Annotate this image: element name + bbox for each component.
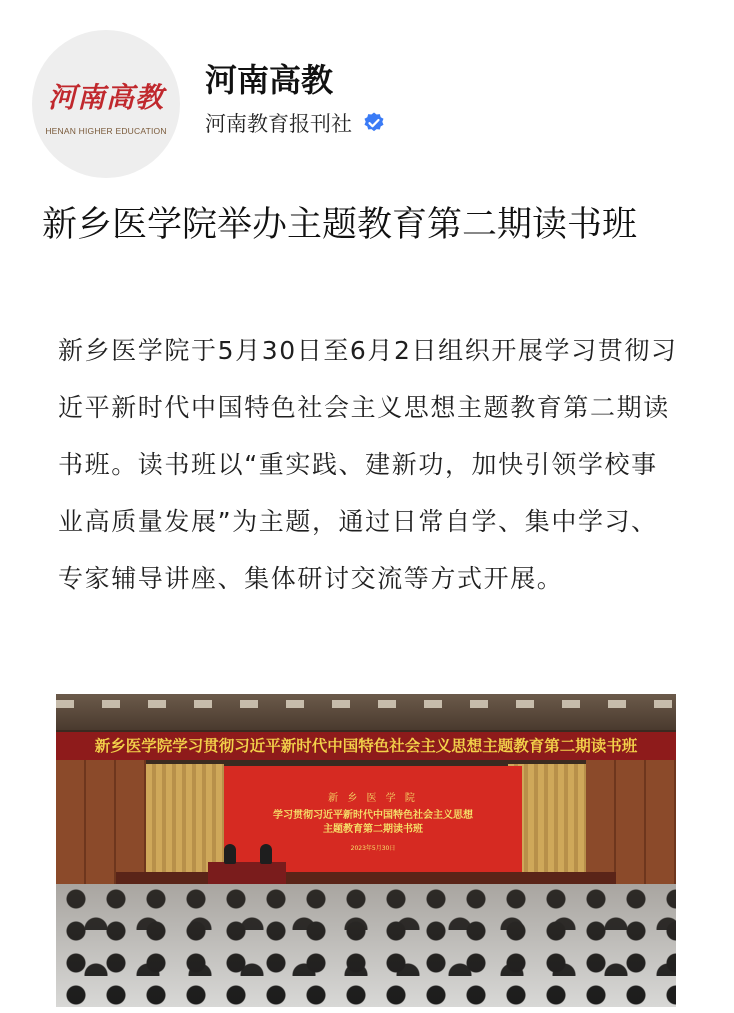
account-name[interactable]: 河南高教 [205, 61, 334, 99]
speaker-figure [224, 844, 236, 864]
account-organization [205, 108, 386, 138]
ceiling-lights [56, 700, 676, 708]
photo-ceiling [56, 694, 676, 730]
speaker-figure [260, 844, 272, 864]
avatar-subtitle: HENAN HIGHER EDUCATION [45, 126, 167, 136]
photo-banner: 新乡医学院学习贯彻习近平新时代中国特色社会主义思想主题教育第二期读书班 [56, 732, 676, 760]
account-avatar[interactable] [32, 30, 180, 178]
screen-line-2: 学习贯彻习近平新时代中国特色社会主义思想 [273, 809, 473, 821]
verified-badge-icon [362, 111, 386, 135]
organization-label: 河南教育报刊社 [205, 112, 352, 136]
account-header [0, 0, 734, 190]
screen-line-3: 主题教育第二期读书班 [323, 823, 423, 835]
article-body: 新乡医学院于5月30日至6月2日组织开展学习贯彻习近平新时代中国特色社会主义思想主题教育第二期读书班。读书班以“重实践、建新功，加快引领学校事业高质量发展”为主题，通过日常自学、集中学习、专家辅导讲座、集体研讨交流等方式开展。 [58, 336, 678, 593]
audience-shade [56, 884, 676, 1007]
screen-date: 2023年5月30日 [350, 844, 396, 852]
avatar-logo-text: 河南高教 [47, 81, 164, 114]
article-photo[interactable] [56, 694, 676, 1007]
article-title: 新乡医学院举办主题教育第二期读书班 [42, 205, 638, 245]
screen-line-1: 新 乡 医 学 院 [328, 792, 418, 804]
